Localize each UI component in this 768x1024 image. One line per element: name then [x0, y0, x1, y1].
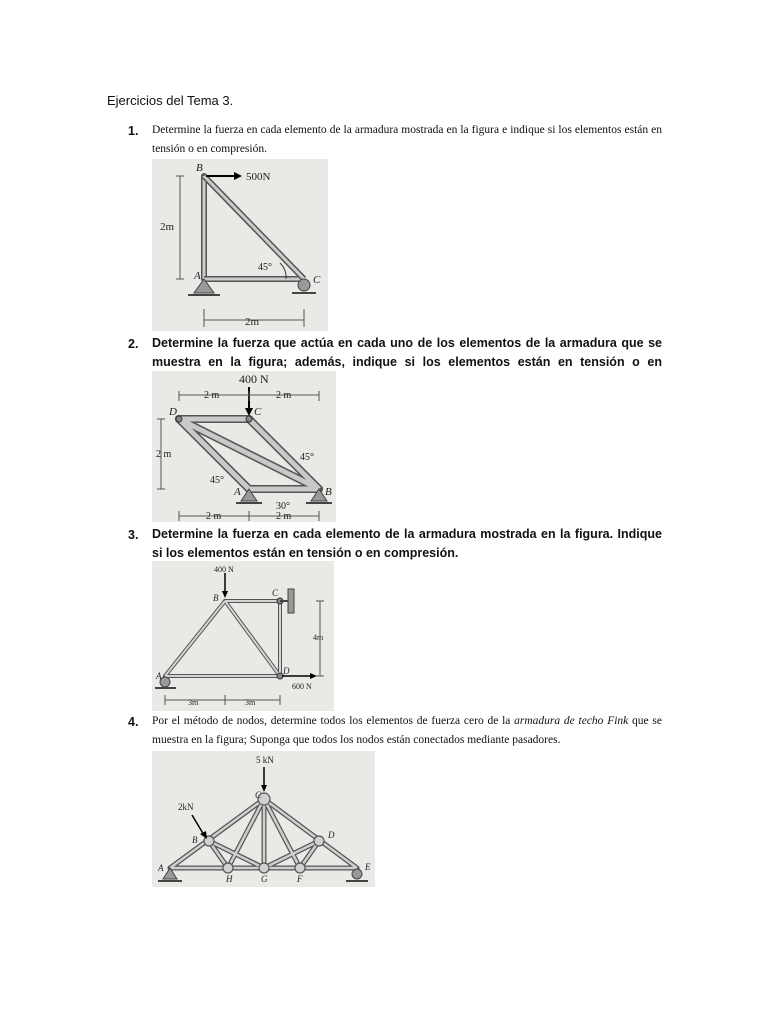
force-label: 500N	[246, 171, 271, 183]
load-label: 400 N	[239, 372, 269, 386]
node-c-label: C	[272, 588, 279, 598]
exercise-3-text: Determine la fuerza en cada elemento de la armadura mostrada en la figura. Indique si los elementos están en tensión o en compresión.	[152, 527, 662, 560]
dim-left-label: 3m	[188, 698, 199, 707]
dim-right-label: 3m	[245, 698, 256, 707]
node-a-label: A	[234, 486, 241, 498]
dim-top-right: 2 m	[276, 390, 292, 401]
node-a-label: A	[158, 863, 164, 873]
load-top-label: 400 N	[214, 565, 234, 574]
node-a-label: A	[156, 671, 162, 681]
dim-bottom-right: 2 m	[276, 511, 292, 522]
node-g-label: G	[261, 874, 268, 884]
exercise-3-number: 3.	[128, 528, 139, 542]
exercise-4-number: 4.	[128, 715, 139, 729]
load-right-label: 600 N	[292, 682, 312, 691]
node-e-label: E	[365, 862, 371, 872]
dim-top-left: 2 m	[204, 390, 220, 401]
angle-label: 45°	[258, 262, 272, 273]
node-c-label: C	[255, 790, 262, 800]
node-f-label: F	[297, 874, 303, 884]
node-b-label: B	[213, 593, 219, 603]
exercise-3-figure	[152, 561, 334, 711]
exercise-4-text-after: que se muestra en la figura; Suponga que todos los nodos están conectados mediante pasadores.	[152, 715, 662, 746]
exercise-2-figure	[152, 371, 336, 522]
node-c-label: C	[313, 274, 321, 286]
node-h-label: H	[226, 874, 233, 884]
node-d-label: D	[283, 666, 290, 676]
height-label: 2 m	[156, 449, 172, 460]
exercise-1-figure	[152, 159, 328, 331]
exercise-1-number: 1.	[128, 124, 139, 138]
exercise-4-text	[152, 712, 662, 750]
load-top-label: 5 kN	[256, 755, 274, 765]
exercise-2-number: 2.	[128, 337, 139, 351]
load-left-label: 2kN	[178, 802, 194, 812]
node-c-label: C	[254, 406, 262, 418]
width-label: 2m	[245, 316, 260, 328]
angle-bottom-label: 30°	[276, 501, 290, 512]
exercise-4-figure	[152, 751, 375, 887]
height-label: 2m	[160, 221, 175, 233]
dim-bottom-left: 2 m	[206, 511, 222, 522]
height-label: 4m	[313, 633, 324, 642]
exercise-1-text: Determine la fuerza en cada elemento de la armadura mostrada en la figura e indique si los elementos están en tensión o en compresión.	[152, 124, 662, 155]
node-b-label: B	[325, 486, 332, 498]
node-a-label: A	[194, 270, 201, 282]
document-title: Ejercicios del Tema 3.	[107, 93, 234, 108]
node-d-label: D	[169, 406, 177, 418]
exercise-2-text: Determine la fuerza que actúa en cada uno de los elementos de la armadura que se muestra en la figura; además, indique si los elementos están en tensión o en	[152, 336, 662, 369]
exercise-4-text-before: Por el método de nodos, determine todos los elementos de fuerza cero de la	[152, 715, 515, 727]
node-d-label: D	[328, 830, 335, 840]
exercise-4-text-italic: armadura de techo Fink	[514, 715, 629, 727]
angle-left-label: 45°	[210, 475, 224, 486]
angle-right-label: 45°	[300, 452, 314, 463]
node-b-label: B	[196, 162, 203, 174]
node-b-label: B	[192, 835, 198, 845]
